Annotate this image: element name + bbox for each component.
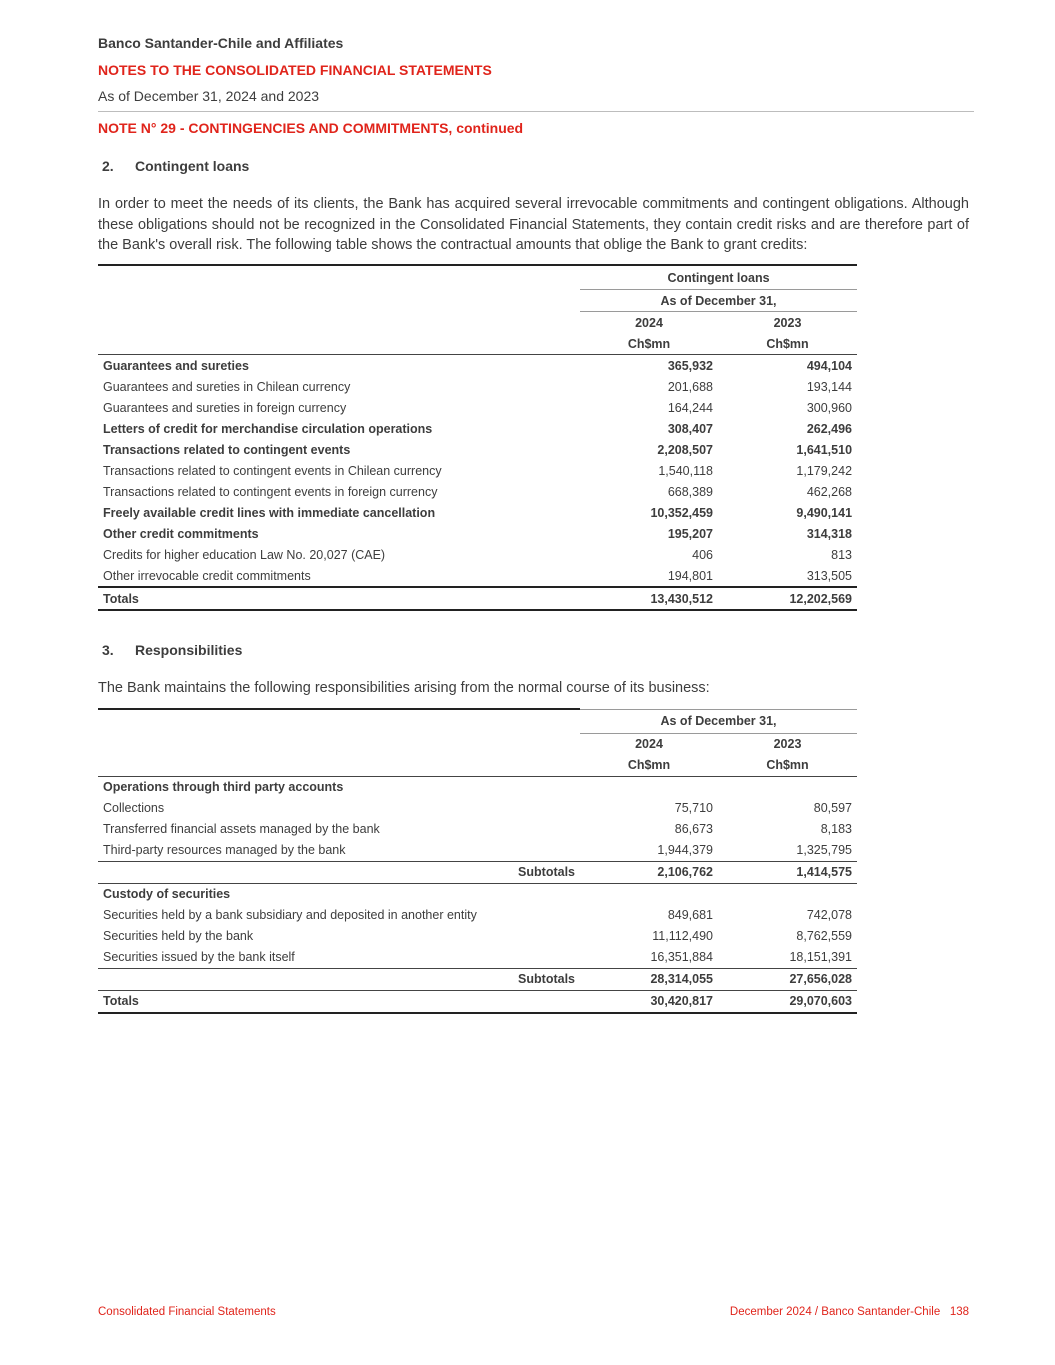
table-row (98, 798, 857, 819)
totals-2024: 30,420,817 (580, 990, 718, 1013)
subtotal-2023: 1,414,575 (718, 861, 857, 883)
group-title: Operations through third party accounts (98, 776, 580, 798)
value-2024: 2,208,507 (657, 442, 713, 457)
row-label: Guarantees and sureties in Chilean currency (103, 379, 351, 394)
table-row (98, 376, 857, 397)
value-2023: 1,179,242 (796, 463, 853, 478)
group-title: Custody of securities (98, 883, 580, 905)
year-header-2024: 2024 (635, 315, 663, 330)
value-2023: 80,597 (813, 801, 852, 815)
row-label: Transferred financial assets managed by the bank (103, 822, 380, 836)
responsibilities-table (98, 708, 857, 1014)
row-label: Guarantees and sureties in foreign currency (103, 400, 347, 415)
row-label: Transactions related to contingent events in Chilean currency (103, 463, 442, 478)
section-3-paragraph: The Bank maintains the following responsibilities arising from the normal course of its business: (98, 680, 710, 696)
row-label: Other credit commitments (103, 526, 259, 541)
subtotal-row (98, 861, 857, 883)
value-2024: 164,244 (667, 400, 713, 415)
value-2023: 8,183 (820, 822, 852, 836)
value-2024: 194,801 (667, 568, 713, 583)
subtotal-row (98, 968, 857, 990)
row-label: Credits for higher education Law No. 20,027 (CAE) (103, 547, 386, 562)
table-row (98, 418, 857, 439)
report-date: As of December 31, 2024 and 2023 (98, 88, 320, 104)
value-2023: 1,325,795 (796, 843, 852, 857)
notes-title: NOTES TO THE CONSOLIDATED FINANCIAL STATEMENTS (98, 62, 492, 78)
footer-left: Consolidated Financial Statements (98, 1306, 276, 1318)
row-label: Securities held by the bank (103, 929, 254, 943)
unit-header-2023: Ch$mn (766, 336, 809, 351)
subtotal-2024: 2,106,762 (580, 861, 718, 883)
year-header-2023: 2023 (773, 315, 802, 330)
subtotal-label: Subtotals (98, 861, 580, 883)
row-label: Collections (103, 801, 165, 815)
unit-header-2023: Ch$mn (766, 758, 809, 772)
value-2023: 813 (831, 547, 853, 562)
group-title-row (98, 776, 857, 798)
value-2024: 75,710 (674, 801, 713, 815)
value-2024: 668,389 (667, 484, 713, 499)
value-2024: 849,681 (667, 908, 713, 922)
table-row (98, 523, 857, 544)
year-header-2024: 2024 (635, 737, 663, 751)
table-row (98, 926, 857, 947)
value-2024: 16,351,884 (650, 950, 713, 964)
row-label: Guarantees and sureties (98, 355, 580, 377)
totals-2023: 29,070,603 (718, 990, 857, 1013)
section-3-number: 3. (102, 642, 114, 658)
subtotal-label: Subtotals (98, 968, 580, 990)
table-group-header: Contingent loans (580, 265, 857, 290)
value-2024: 195,207 (667, 526, 713, 541)
value-2023: 314,318 (806, 526, 853, 541)
table-period-header: As of December 31, (580, 709, 857, 733)
section-2-heading (102, 158, 250, 176)
value-2023: 193,144 (806, 379, 853, 394)
contingent-loans-table (98, 264, 857, 611)
totals-2023: 12,202,569 (718, 587, 857, 610)
totals-label: Totals (98, 587, 580, 610)
year-header-2023: 2023 (773, 737, 802, 751)
value-2023: 462,268 (806, 484, 853, 499)
row-label: Securities held by a bank subsidiary and deposited in another entity (103, 908, 477, 922)
value-2024: 308,407 (667, 421, 713, 436)
footer-document: December 2024 / Banco Santander-Chile (729, 1306, 941, 1318)
totals-row (98, 587, 857, 610)
section-2-number: 2. (102, 158, 114, 174)
section-3-title: Responsibilities (135, 642, 243, 658)
row-label: Transactions related to contingent events (103, 442, 351, 457)
value-2024: 10,352,459 (650, 505, 713, 520)
totals-2024: 13,430,512 (580, 587, 718, 610)
value-2023: 494,104 (718, 355, 857, 377)
footer-right (730, 1306, 969, 1318)
company-name: Banco Santander-Chile and Affiliates (98, 35, 344, 51)
unit-header-2024: Ch$mn (627, 758, 671, 772)
table-row (98, 947, 857, 969)
value-2023: 262,496 (806, 421, 853, 436)
table-row (98, 355, 857, 377)
subtotal-2024: 28,314,055 (580, 968, 718, 990)
table-row (98, 502, 857, 523)
table-row (98, 460, 857, 481)
value-2024: 365,932 (580, 355, 718, 377)
row-label: Letters of credit for merchandise circulation operations (103, 421, 433, 436)
group-title-row (98, 883, 857, 905)
row-label: Securities issued by the bank itself (103, 950, 295, 964)
row-label: Transactions related to contingent events in foreign currency (103, 484, 438, 499)
value-2024: 201,688 (667, 379, 713, 394)
value-2023: 18,151,391 (789, 950, 852, 964)
subtotal-2023: 27,656,028 (718, 968, 857, 990)
table-row (98, 905, 857, 926)
unit-header-2024: Ch$mn (627, 336, 671, 351)
section-2-title: Contingent loans (135, 158, 250, 174)
value-2024: 86,673 (674, 822, 713, 836)
value-2023: 1,641,510 (796, 442, 853, 457)
section-2-paragraph: In order to meet the needs of its clients, the Bank has acquired several irrevocable commitments and contingent obligations. Although these obligations should not be recognized in the Consolidated Financial Statements, they contain credit risks and are therefore part of the Bank's overall risk. The following table shows the contractual amounts that oblige the Bank to grant credits: (98, 196, 969, 253)
table-row (98, 565, 857, 587)
row-label: Third-party resources managed by the bank (103, 843, 346, 857)
table-row (98, 819, 857, 840)
value-2023: 742,078 (806, 908, 852, 922)
table-row (98, 439, 857, 460)
table-period-header: As of December 31, (580, 290, 857, 312)
value-2024: 1,944,379 (657, 843, 713, 857)
value-2024: 1,540,118 (658, 463, 713, 478)
row-label: Other irrevocable credit commitments (103, 568, 311, 583)
totals-label: Totals (98, 990, 580, 1013)
value-2024: 406 (692, 547, 713, 562)
table-row (98, 397, 857, 418)
row-label: Freely available credit lines with immediate cancellation (103, 505, 436, 520)
note-heading: NOTE N° 29 - CONTINGENCIES AND COMMITMENTS, continued (98, 120, 524, 136)
section-3-heading (102, 642, 243, 660)
table-row (98, 840, 857, 862)
value-2023: 313,505 (806, 568, 853, 583)
totals-row (98, 990, 857, 1013)
value-2023: 8,762,559 (796, 929, 852, 943)
page-number: 138 (949, 1306, 969, 1318)
value-2024: 11,112,490 (652, 929, 713, 943)
table-row (98, 544, 857, 565)
value-2023: 300,960 (806, 400, 853, 415)
table-row (98, 481, 857, 502)
header-divider (98, 111, 974, 112)
value-2023: 9,490,141 (796, 505, 853, 520)
